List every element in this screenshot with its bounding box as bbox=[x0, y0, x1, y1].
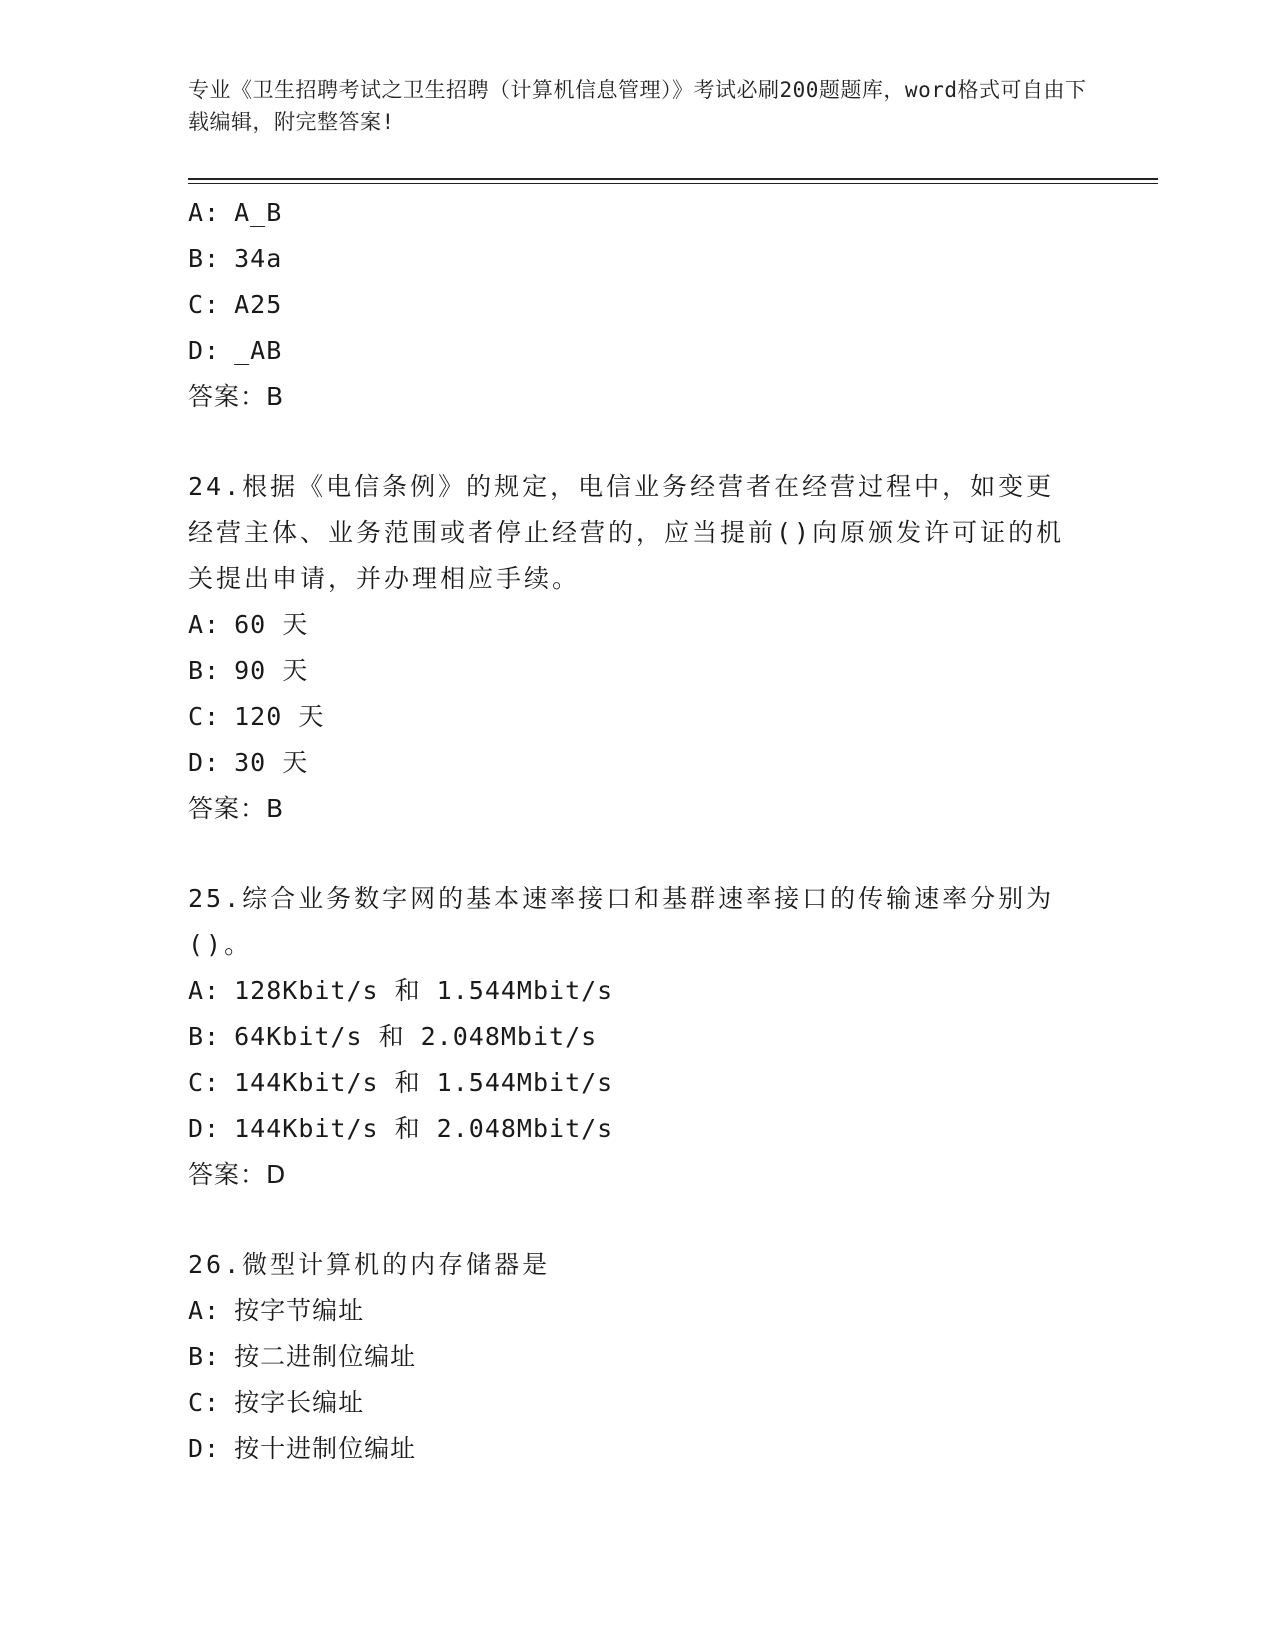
option-text: 120 天 bbox=[234, 702, 325, 731]
question-stem: 26.微型计算机的内存储器是 bbox=[188, 1250, 551, 1279]
option-a bbox=[188, 968, 1088, 1014]
option-label: D: bbox=[188, 1434, 221, 1463]
option-label: A: bbox=[188, 610, 221, 639]
option-text: 34a bbox=[234, 244, 283, 273]
option-text: A25 bbox=[234, 290, 283, 319]
option-c bbox=[188, 1380, 1088, 1426]
question-26 bbox=[188, 1242, 1088, 1472]
option-text: 60 天 bbox=[234, 610, 309, 639]
option-text: 按二进制位编址 bbox=[234, 1342, 417, 1371]
option-label: C: bbox=[188, 1388, 221, 1417]
option-text: 64Kbit/s 和 2.048Mbit/s bbox=[234, 1022, 598, 1051]
document-header: 专业《卫生招聘考试之卫生招聘（计算机信息管理）》考试必刷200题题库，word格式可自由下载编辑，附完整答案! bbox=[188, 78, 1087, 134]
option-d bbox=[188, 740, 1088, 786]
spacer bbox=[188, 1198, 1088, 1242]
option-d bbox=[188, 328, 1088, 374]
option-c bbox=[188, 694, 1088, 740]
option-label: A: bbox=[188, 976, 221, 1005]
option-b bbox=[188, 236, 1088, 282]
option-text: 90 天 bbox=[234, 656, 309, 685]
option-label: C: bbox=[188, 1068, 221, 1097]
option-label: B: bbox=[188, 656, 221, 685]
spacer bbox=[188, 420, 1088, 464]
option-label: D: bbox=[188, 748, 221, 777]
option-text: 按十进制位编址 bbox=[234, 1434, 417, 1463]
option-text: 128Kbit/s 和 1.544Mbit/s bbox=[234, 976, 614, 1005]
option-text: _AB bbox=[234, 336, 283, 365]
answer-line: 答案：D bbox=[188, 1160, 287, 1189]
option-b bbox=[188, 648, 1088, 694]
option-label: D: bbox=[188, 1114, 221, 1143]
option-b bbox=[188, 1014, 1088, 1060]
option-text: A_B bbox=[234, 198, 283, 227]
option-label: D: bbox=[188, 336, 221, 365]
option-text: 30 天 bbox=[234, 748, 309, 777]
option-c bbox=[188, 1060, 1088, 1106]
option-a bbox=[188, 602, 1088, 648]
header-divider-thick bbox=[188, 178, 1158, 180]
question-list bbox=[188, 190, 1088, 1472]
spacer bbox=[188, 832, 1088, 876]
option-a bbox=[188, 190, 1088, 236]
question-stem: 25.综合业务数字网的基本速率接口和基群速率接口的传输速率分别为()。 bbox=[188, 884, 1055, 959]
option-text: 按字长编址 bbox=[234, 1388, 365, 1417]
answer-line: 答案：B bbox=[188, 794, 285, 823]
option-text: 144Kbit/s 和 1.544Mbit/s bbox=[234, 1068, 614, 1097]
option-label: C: bbox=[188, 702, 221, 731]
option-text: 144Kbit/s 和 2.048Mbit/s bbox=[234, 1114, 614, 1143]
option-label: A: bbox=[188, 198, 221, 227]
header-divider-thin bbox=[188, 183, 1158, 184]
question-23 bbox=[188, 190, 1088, 420]
option-label: B: bbox=[188, 1022, 221, 1051]
option-label: C: bbox=[188, 290, 221, 319]
option-label: A: bbox=[188, 1296, 221, 1325]
option-c bbox=[188, 282, 1088, 328]
option-label: B: bbox=[188, 1342, 221, 1371]
option-a bbox=[188, 1288, 1088, 1334]
option-b bbox=[188, 1334, 1088, 1380]
question-24 bbox=[188, 464, 1088, 832]
question-25 bbox=[188, 876, 1088, 1198]
option-text: 按字节编址 bbox=[234, 1296, 365, 1325]
option-label: B: bbox=[188, 244, 221, 273]
option-d bbox=[188, 1106, 1088, 1152]
answer-line: 答案：B bbox=[188, 382, 285, 411]
question-stem: 24.根据《电信条例》的规定，电信业务经营者在经营过程中，如变更经营主体、业务范围或者停止经营的，应当提前()向原颁发许可证的机关提出申请，并办理相应手续。 bbox=[188, 472, 1065, 593]
option-d bbox=[188, 1426, 1088, 1472]
